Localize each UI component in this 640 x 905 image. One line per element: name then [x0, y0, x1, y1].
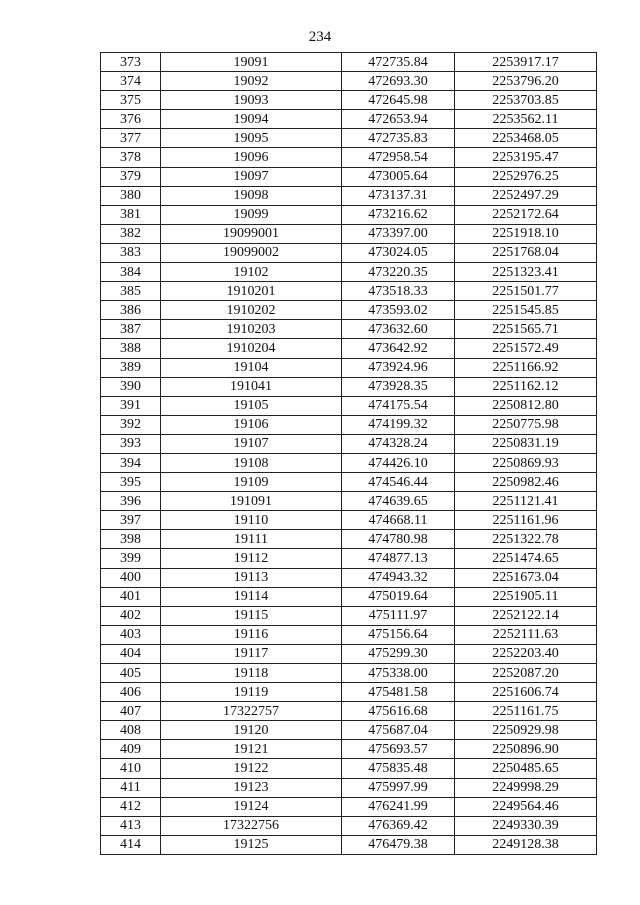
row-number-cell: 394: [101, 453, 161, 472]
x-coordinate-cell: 473216.62: [342, 205, 455, 224]
y-coordinate-cell: 2250775.98: [455, 415, 597, 434]
table-row: [101, 606, 597, 625]
row-number-cell: 396: [101, 492, 161, 511]
row-number-cell: 379: [101, 167, 161, 186]
row-number-cell: 397: [101, 511, 161, 530]
table-row: [101, 129, 597, 148]
point-id-cell: 19104: [161, 358, 342, 377]
y-coordinate-cell: 2251673.04: [455, 568, 597, 587]
x-coordinate-cell: 472735.84: [342, 53, 455, 72]
row-number-cell: 403: [101, 625, 161, 644]
x-coordinate-cell: 473397.00: [342, 224, 455, 243]
table-row: [101, 492, 597, 511]
table-row: [101, 530, 597, 549]
point-id-cell: 19105: [161, 396, 342, 415]
row-number-cell: 374: [101, 72, 161, 91]
coordinates-table: [100, 52, 597, 855]
row-number-cell: 390: [101, 377, 161, 396]
table-row: [101, 243, 597, 262]
row-number-cell: 395: [101, 473, 161, 492]
x-coordinate-cell: 474668.11: [342, 511, 455, 530]
x-coordinate-cell: 475299.30: [342, 644, 455, 663]
point-id-cell: 19111: [161, 530, 342, 549]
row-number-cell: 388: [101, 339, 161, 358]
y-coordinate-cell: 2251322.78: [455, 530, 597, 549]
point-id-cell: 19123: [161, 778, 342, 797]
point-id-cell: 19117: [161, 644, 342, 663]
point-id-cell: 19110: [161, 511, 342, 530]
x-coordinate-cell: 475997.99: [342, 778, 455, 797]
table-row: [101, 263, 597, 282]
point-id-cell: 19118: [161, 664, 342, 683]
x-coordinate-cell: 473924.96: [342, 358, 455, 377]
table-row: [101, 358, 597, 377]
table-row: [101, 797, 597, 816]
y-coordinate-cell: 2253796.20: [455, 72, 597, 91]
y-coordinate-cell: 2252122.14: [455, 606, 597, 625]
x-coordinate-cell: 474780.98: [342, 530, 455, 549]
y-coordinate-cell: 2250831.19: [455, 434, 597, 453]
table-row: [101, 205, 597, 224]
y-coordinate-cell: 2251121.41: [455, 492, 597, 511]
point-id-cell: 19092: [161, 72, 342, 91]
row-number-cell: 412: [101, 797, 161, 816]
x-coordinate-cell: 475616.68: [342, 702, 455, 721]
table-row: [101, 511, 597, 530]
point-id-cell: 19094: [161, 110, 342, 129]
row-number-cell: 382: [101, 224, 161, 243]
row-number-cell: 410: [101, 759, 161, 778]
point-id-cell: 1910204: [161, 339, 342, 358]
x-coordinate-cell: 475693.57: [342, 740, 455, 759]
coordinates-table-body: [101, 53, 597, 855]
y-coordinate-cell: 2252497.29: [455, 186, 597, 205]
y-coordinate-cell: 2252111.63: [455, 625, 597, 644]
point-id-cell: 191041: [161, 377, 342, 396]
table-row: [101, 415, 597, 434]
table-row: [101, 740, 597, 759]
y-coordinate-cell: 2253703.85: [455, 91, 597, 110]
table-row: [101, 72, 597, 91]
point-id-cell: 19095: [161, 129, 342, 148]
point-id-cell: 17322756: [161, 816, 342, 835]
y-coordinate-cell: 2250982.46: [455, 473, 597, 492]
y-coordinate-cell: 2252172.64: [455, 205, 597, 224]
x-coordinate-cell: 473220.35: [342, 263, 455, 282]
x-coordinate-cell: 474426.10: [342, 453, 455, 472]
table-row: [101, 587, 597, 606]
x-coordinate-cell: 475111.97: [342, 606, 455, 625]
point-id-cell: 19116: [161, 625, 342, 644]
y-coordinate-cell: 2250812.80: [455, 396, 597, 415]
point-id-cell: 19097: [161, 167, 342, 186]
x-coordinate-cell: 472958.54: [342, 148, 455, 167]
table-row: [101, 224, 597, 243]
table-row: [101, 625, 597, 644]
point-id-cell: 1910201: [161, 282, 342, 301]
table-row: [101, 778, 597, 797]
table-row: [101, 721, 597, 740]
y-coordinate-cell: 2253468.05: [455, 129, 597, 148]
point-id-cell: 19107: [161, 434, 342, 453]
table-row: [101, 339, 597, 358]
y-coordinate-cell: 2253195.47: [455, 148, 597, 167]
table-row: [101, 702, 597, 721]
row-number-cell: 407: [101, 702, 161, 721]
y-coordinate-cell: 2251166.92: [455, 358, 597, 377]
table-row: [101, 396, 597, 415]
x-coordinate-cell: 472735.83: [342, 129, 455, 148]
row-number-cell: 391: [101, 396, 161, 415]
table-row: [101, 91, 597, 110]
row-number-cell: 406: [101, 683, 161, 702]
y-coordinate-cell: 2251572.49: [455, 339, 597, 358]
row-number-cell: 381: [101, 205, 161, 224]
row-number-cell: 404: [101, 644, 161, 663]
table-row: [101, 835, 597, 854]
row-number-cell: 383: [101, 243, 161, 262]
point-id-cell: 19125: [161, 835, 342, 854]
row-number-cell: 377: [101, 129, 161, 148]
y-coordinate-cell: 2250869.93: [455, 453, 597, 472]
page-number: 234: [308, 29, 332, 45]
point-id-cell: 19113: [161, 568, 342, 587]
point-id-cell: 19122: [161, 759, 342, 778]
x-coordinate-cell: 473518.33: [342, 282, 455, 301]
row-number-cell: 409: [101, 740, 161, 759]
point-id-cell: 17322757: [161, 702, 342, 721]
x-coordinate-cell: 473137.31: [342, 186, 455, 205]
x-coordinate-cell: 474943.32: [342, 568, 455, 587]
point-id-cell: 19114: [161, 587, 342, 606]
x-coordinate-cell: 475481.58: [342, 683, 455, 702]
point-id-cell: 1910202: [161, 301, 342, 320]
point-id-cell: 19108: [161, 453, 342, 472]
point-id-cell: 19119: [161, 683, 342, 702]
table-row: [101, 816, 597, 835]
point-id-cell: 19096: [161, 148, 342, 167]
row-number-cell: 389: [101, 358, 161, 377]
y-coordinate-cell: 2249564.46: [455, 797, 597, 816]
x-coordinate-cell: 475156.64: [342, 625, 455, 644]
point-id-cell: 1910203: [161, 320, 342, 339]
point-id-cell: 19102: [161, 263, 342, 282]
row-number-cell: 408: [101, 721, 161, 740]
row-number-cell: 392: [101, 415, 161, 434]
y-coordinate-cell: 2252087.20: [455, 664, 597, 683]
y-coordinate-cell: 2251161.75: [455, 702, 597, 721]
table-row: [101, 568, 597, 587]
row-number-cell: 387: [101, 320, 161, 339]
x-coordinate-cell: 474639.65: [342, 492, 455, 511]
y-coordinate-cell: 2253917.17: [455, 53, 597, 72]
x-coordinate-cell: 475687.04: [342, 721, 455, 740]
row-number-cell: 385: [101, 282, 161, 301]
table-row: [101, 148, 597, 167]
table-row: [101, 759, 597, 778]
y-coordinate-cell: 2251161.96: [455, 511, 597, 530]
row-number-cell: 400: [101, 568, 161, 587]
x-coordinate-cell: 473024.05: [342, 243, 455, 262]
point-id-cell: 19112: [161, 549, 342, 568]
y-coordinate-cell: 2252203.40: [455, 644, 597, 663]
y-coordinate-cell: 2251323.41: [455, 263, 597, 282]
x-coordinate-cell: 474175.54: [342, 396, 455, 415]
point-id-cell: 19091: [161, 53, 342, 72]
row-number-cell: 405: [101, 664, 161, 683]
x-coordinate-cell: 473928.35: [342, 377, 455, 396]
x-coordinate-cell: 474199.32: [342, 415, 455, 434]
y-coordinate-cell: 2249998.29: [455, 778, 597, 797]
y-coordinate-cell: 2250485.65: [455, 759, 597, 778]
y-coordinate-cell: 2251565.71: [455, 320, 597, 339]
y-coordinate-cell: 2250896.90: [455, 740, 597, 759]
x-coordinate-cell: 475835.48: [342, 759, 455, 778]
table-row: [101, 320, 597, 339]
x-coordinate-cell: 476479.38: [342, 835, 455, 854]
table-row: [101, 473, 597, 492]
table-row: [101, 167, 597, 186]
point-id-cell: 19109: [161, 473, 342, 492]
y-coordinate-cell: 2251905.11: [455, 587, 597, 606]
row-number-cell: 411: [101, 778, 161, 797]
x-coordinate-cell: 476241.99: [342, 797, 455, 816]
row-number-cell: 398: [101, 530, 161, 549]
x-coordinate-cell: 473005.64: [342, 167, 455, 186]
table-row: [101, 683, 597, 702]
point-id-cell: 19115: [161, 606, 342, 625]
row-number-cell: 373: [101, 53, 161, 72]
x-coordinate-cell: 474546.44: [342, 473, 455, 492]
row-number-cell: 380: [101, 186, 161, 205]
y-coordinate-cell: 2251768.04: [455, 243, 597, 262]
row-number-cell: 375: [101, 91, 161, 110]
row-number-cell: 413: [101, 816, 161, 835]
x-coordinate-cell: 473632.60: [342, 320, 455, 339]
row-number-cell: 378: [101, 148, 161, 167]
point-id-cell: 19124: [161, 797, 342, 816]
table-row: [101, 53, 597, 72]
y-coordinate-cell: 2253562.11: [455, 110, 597, 129]
y-coordinate-cell: 2251474.65: [455, 549, 597, 568]
row-number-cell: 414: [101, 835, 161, 854]
table-row: [101, 301, 597, 320]
row-number-cell: 399: [101, 549, 161, 568]
y-coordinate-cell: 2250929.98: [455, 721, 597, 740]
point-id-cell: 19093: [161, 91, 342, 110]
table-row: [101, 186, 597, 205]
point-id-cell: 19099002: [161, 243, 342, 262]
x-coordinate-cell: 472653.94: [342, 110, 455, 129]
x-coordinate-cell: 472693.30: [342, 72, 455, 91]
table-row: [101, 377, 597, 396]
x-coordinate-cell: 475338.00: [342, 664, 455, 683]
x-coordinate-cell: 474877.13: [342, 549, 455, 568]
y-coordinate-cell: 2251162.12: [455, 377, 597, 396]
point-id-cell: 19120: [161, 721, 342, 740]
table-row: [101, 549, 597, 568]
row-number-cell: 376: [101, 110, 161, 129]
point-id-cell: 19099: [161, 205, 342, 224]
x-coordinate-cell: 474328.24: [342, 434, 455, 453]
row-number-cell: 402: [101, 606, 161, 625]
y-coordinate-cell: 2252976.25: [455, 167, 597, 186]
x-coordinate-cell: 475019.64: [342, 587, 455, 606]
point-id-cell: 19121: [161, 740, 342, 759]
row-number-cell: 393: [101, 434, 161, 453]
y-coordinate-cell: 2249330.39: [455, 816, 597, 835]
point-id-cell: 19106: [161, 415, 342, 434]
table-row: [101, 453, 597, 472]
point-id-cell: 191091: [161, 492, 342, 511]
x-coordinate-cell: 476369.42: [342, 816, 455, 835]
table-row: [101, 434, 597, 453]
y-coordinate-cell: 2251545.85: [455, 301, 597, 320]
table-row: [101, 282, 597, 301]
table-row: [101, 664, 597, 683]
row-number-cell: 401: [101, 587, 161, 606]
point-id-cell: 19098: [161, 186, 342, 205]
table-row: [101, 644, 597, 663]
point-id-cell: 19099001: [161, 224, 342, 243]
row-number-cell: 386: [101, 301, 161, 320]
y-coordinate-cell: 2251918.10: [455, 224, 597, 243]
table-row: [101, 110, 597, 129]
x-coordinate-cell: 472645.98: [342, 91, 455, 110]
y-coordinate-cell: 2251606.74: [455, 683, 597, 702]
x-coordinate-cell: 473642.92: [342, 339, 455, 358]
row-number-cell: 384: [101, 263, 161, 282]
y-coordinate-cell: 2249128.38: [455, 835, 597, 854]
x-coordinate-cell: 473593.02: [342, 301, 455, 320]
y-coordinate-cell: 2251501.77: [455, 282, 597, 301]
